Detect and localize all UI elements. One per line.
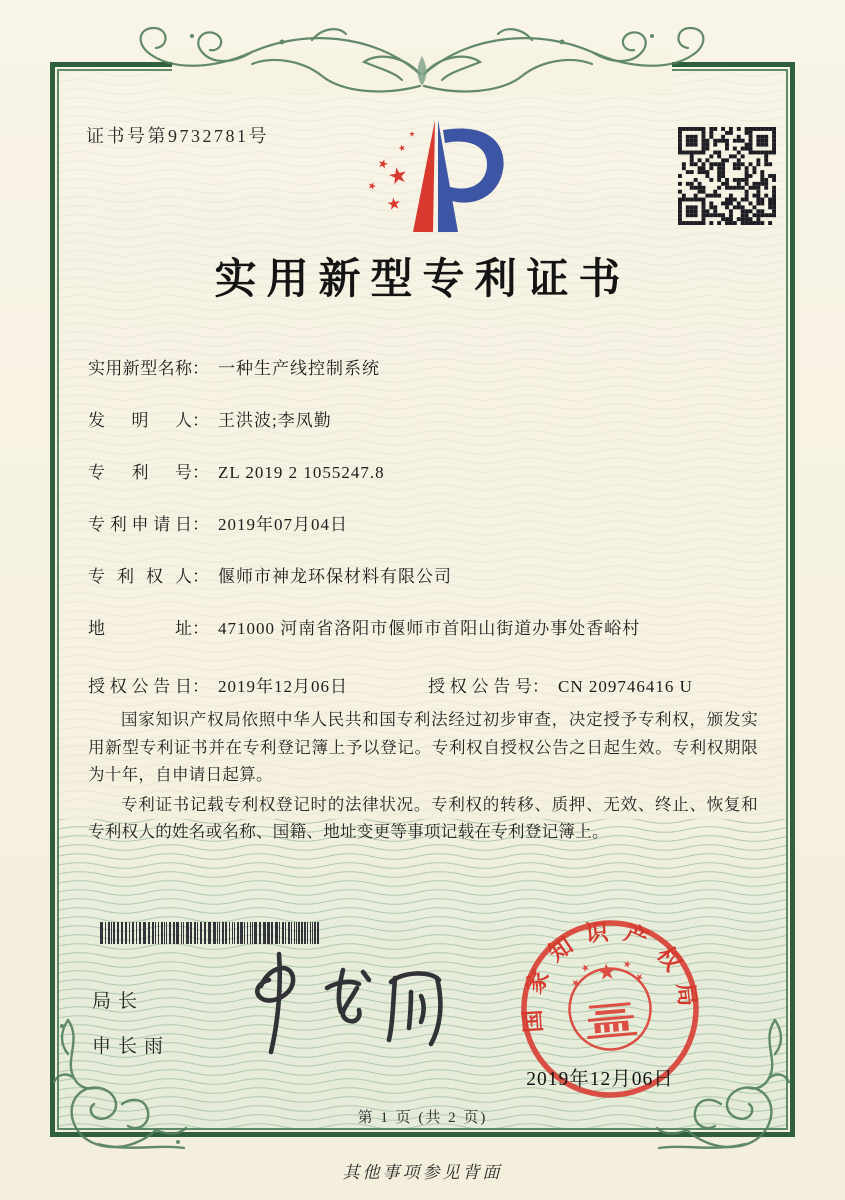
- field-label: 发明人: [88, 411, 192, 430]
- certificate-field-row: [88, 510, 758, 538]
- field-colon: ：: [192, 619, 209, 638]
- certificate-field-row: [88, 458, 758, 486]
- field-label: 实用新型名称: [88, 359, 192, 378]
- grant-no-value: CN 209746416 U: [558, 677, 693, 696]
- certificate-field-row: [88, 562, 758, 590]
- commissioner-title: 局长: [92, 991, 145, 1012]
- seal-date: 2019年12月06日: [526, 1069, 674, 1090]
- page-number: 第 1 页 (共 2 页): [357, 1110, 488, 1126]
- commissioner-name: 申长雨: [92, 1036, 171, 1057]
- national-emblem-icon: [565, 958, 653, 1053]
- certificate-fields: [88, 354, 758, 666]
- certificate-field-row: [88, 614, 758, 642]
- field-value: 一种生产线控制系统: [218, 359, 380, 378]
- legal-paragraph-1: 国家知识产权局依照中华人民共和国专利法经过初步审查，决定授予专利权，颁发实用新型专利证书并在专利登记簿上予以登记。专利权自授权公告之日起生效。专利权期限为十年，自申请日起算。: [88, 710, 758, 784]
- field-label: 专利号: [88, 463, 192, 482]
- grant-no-label: 授权公告号: [428, 677, 532, 696]
- field-value: 471000 河南省洛阳市偃师市首阳山街道办事处香峪村: [218, 619, 641, 638]
- field-colon: ：: [532, 677, 549, 696]
- certificate-title: 实用新型专利证书: [214, 257, 631, 303]
- field-value: 王洪波;李凤勤: [218, 411, 332, 430]
- certificate-number: 证书号第9732781号: [86, 126, 269, 146]
- grant-date-label: 授权公告日: [88, 677, 192, 696]
- field-colon: ：: [192, 567, 209, 586]
- field-label: 地址: [88, 619, 192, 638]
- seal-ring-text: 国家知识产权局: [519, 918, 702, 1034]
- field-colon: ：: [192, 677, 209, 696]
- legal-text: [88, 706, 758, 848]
- field-label: 专利申请日: [88, 515, 192, 534]
- field-label: 专利权人: [88, 567, 192, 586]
- field-value: 2019年07月04日: [218, 515, 348, 534]
- field-colon: ：: [192, 515, 209, 534]
- certificate-field-row: [88, 354, 758, 382]
- field-colon: ：: [192, 359, 209, 378]
- legal-paragraph-2: 专利证书记载专利权登记时的法律状况。专利权的转移、质押、无效、终止、恢复和专利权人的姓名或名称、国籍、地址变更等事项记载在专利登记簿上。: [88, 794, 758, 841]
- back-side-note: 其他事项参见背面: [342, 1163, 503, 1182]
- field-colon: ：: [192, 463, 209, 482]
- field-value: 偃师市神龙环保材料有限公司: [218, 567, 452, 586]
- grant-date-value: 2019年12月06日: [218, 677, 348, 696]
- field-value: ZL 2019 2 1055247.8: [218, 463, 385, 482]
- field-colon: ：: [192, 411, 209, 430]
- cnipa-logo-icon: [345, 112, 510, 237]
- barcode: [100, 922, 322, 944]
- certificate-field-row: [88, 406, 758, 434]
- top-ornament-scrollwork-icon: [132, 12, 712, 104]
- signature-handwriting-icon: [235, 948, 465, 1063]
- qr-code: [678, 127, 776, 225]
